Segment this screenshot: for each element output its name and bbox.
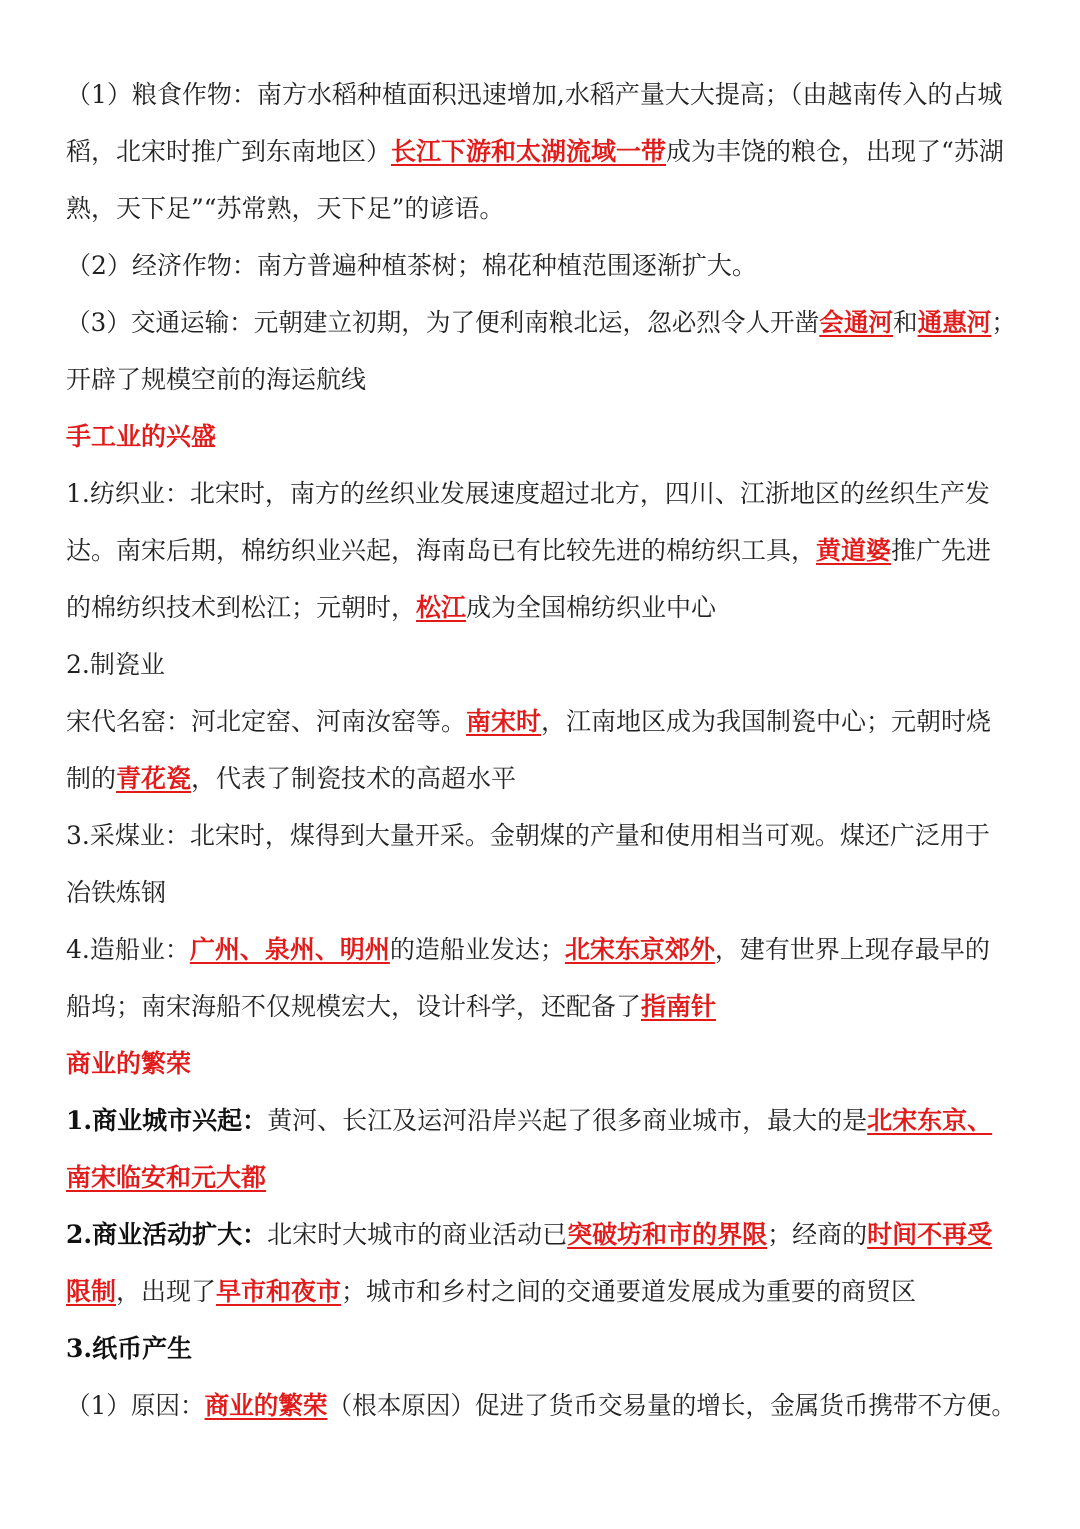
- key-term: 通惠河: [917, 308, 992, 337]
- text: 宋代名窑：河北定窑、河南汝窑等。: [66, 707, 467, 736]
- key-term: 突破坊和市的界限: [567, 1220, 768, 1249]
- text-line: [66, 864, 1016, 921]
- text: 黄河、长江及运河沿岸兴起了很多商业城市，最大的是: [267, 1106, 868, 1135]
- text-line: [66, 807, 1016, 864]
- text-line: [66, 1149, 1016, 1206]
- text-line: [66, 522, 1016, 579]
- text: ；经商的: [767, 1220, 868, 1249]
- key-term: 商业的繁荣: [204, 1391, 328, 1420]
- key-term: 限制: [66, 1277, 117, 1306]
- text: （1）粮食作物：南方水稻种植面积迅速增加,水稻产量大大提高；（由越南传入的占城: [66, 80, 1003, 109]
- text: （根本原因）促进了货币交易量的增长，金属货币携带不方便。: [327, 1391, 1016, 1420]
- text: ，建有世界上现存最早的: [714, 935, 990, 964]
- text: ，江南地区成为我国制瓷中心；元朝时烧: [541, 707, 992, 736]
- text: ，代表了制瓷技术的高超水平: [191, 764, 517, 793]
- text-line: [66, 693, 1016, 750]
- text: 推广先进: [891, 536, 992, 565]
- text: 的棉纺织技术到松江；元朝时，: [66, 593, 417, 622]
- text: 成为丰饶的粮仓，出现了“苏湖: [666, 137, 1004, 166]
- item-title: 1.商业城市兴起：: [66, 1106, 268, 1135]
- text-line: [66, 1206, 1016, 1263]
- text: （3）交通运输：元朝建立初期，为了便利南粮北运，忽必烈令人开凿: [66, 308, 820, 337]
- text-line: [66, 351, 1016, 408]
- text: 的造船业发达；: [389, 935, 565, 964]
- text: 成为全国棉纺织业中心: [466, 593, 717, 622]
- text: ，出现了: [116, 1277, 217, 1306]
- text: （2）经济作物：南方普遍种植茶树；棉花种植范围逐渐扩大。: [66, 251, 757, 280]
- text-line: [66, 978, 1016, 1035]
- key-term: 松江: [416, 593, 467, 622]
- text: 3.采煤业：北宋时，煤得到大量开采。金朝煤的产量和使用相当可观。煤还广泛用于: [66, 821, 990, 850]
- section-heading: 手工业的兴盛: [66, 422, 217, 451]
- text-line: [66, 636, 1016, 693]
- document-page: [66, 66, 1016, 1434]
- text-line: [66, 1263, 1016, 1320]
- item-title: 2.商业活动扩大：: [66, 1220, 268, 1249]
- text-line: [66, 921, 1016, 978]
- text: 北宋时大城市的商业活动已: [267, 1220, 568, 1249]
- text-line: [66, 66, 1016, 123]
- text: 熟，天下足”“苏常熟，天下足”的谚语。: [66, 194, 505, 223]
- text: 2.制瓷业: [66, 650, 165, 679]
- key-term: 长江下游和太湖流域一带: [391, 137, 667, 166]
- text-line: [66, 1320, 1016, 1377]
- key-term: 南宋临安和元大都: [66, 1163, 267, 1192]
- text: 达。南宋后期，棉纺织业兴起，海南岛已有比较先进的棉纺织工具，: [66, 536, 817, 565]
- text-line: [66, 1377, 1016, 1434]
- text: 和: [893, 308, 918, 337]
- text: 4.造船业：: [66, 935, 190, 964]
- text-line: [66, 1092, 1016, 1149]
- key-term: 黄道婆: [816, 536, 892, 565]
- key-term: 指南针: [641, 992, 717, 1021]
- key-term: 北宋东京、: [867, 1106, 993, 1135]
- text: （1）原因：: [66, 1391, 205, 1420]
- key-term: 广州、泉州、明州: [189, 935, 390, 964]
- text-line: [66, 237, 1016, 294]
- text: 船坞；南宋海船不仅规模宏大，设计科学，还配备了: [66, 992, 642, 1021]
- text-line: [66, 123, 1016, 180]
- text: ；城市和乡村之间的交通要道发展成为重要的商贸区: [341, 1277, 917, 1306]
- text-line: [66, 180, 1016, 237]
- key-term: 青花瓷: [116, 764, 192, 793]
- key-term: 北宋东京郊外: [564, 935, 715, 964]
- text: 冶铁炼钢: [66, 878, 167, 907]
- key-term: 时间不再受: [867, 1220, 993, 1249]
- text: ；: [991, 308, 1016, 337]
- key-term: 早市和夜市: [216, 1277, 342, 1306]
- text-line: [66, 465, 1016, 522]
- text-line: [66, 294, 1016, 351]
- text-line: [66, 579, 1016, 636]
- key-term: 南宋时: [466, 707, 542, 736]
- text: 稻，北宋时推广到东南地区）: [66, 137, 392, 166]
- text-line: [66, 750, 1016, 807]
- text: 开辟了规模空前的海运航线: [66, 365, 367, 394]
- text: 1.纺织业：北宋时，南方的丝织业发展速度超过北方，四川、江浙地区的丝织生产发: [66, 479, 990, 508]
- item-title: 3.纸币产生: [66, 1334, 193, 1363]
- text: 制的: [66, 764, 117, 793]
- section-heading: 商业的繁荣: [66, 1049, 192, 1078]
- key-term: 会通河: [819, 308, 894, 337]
